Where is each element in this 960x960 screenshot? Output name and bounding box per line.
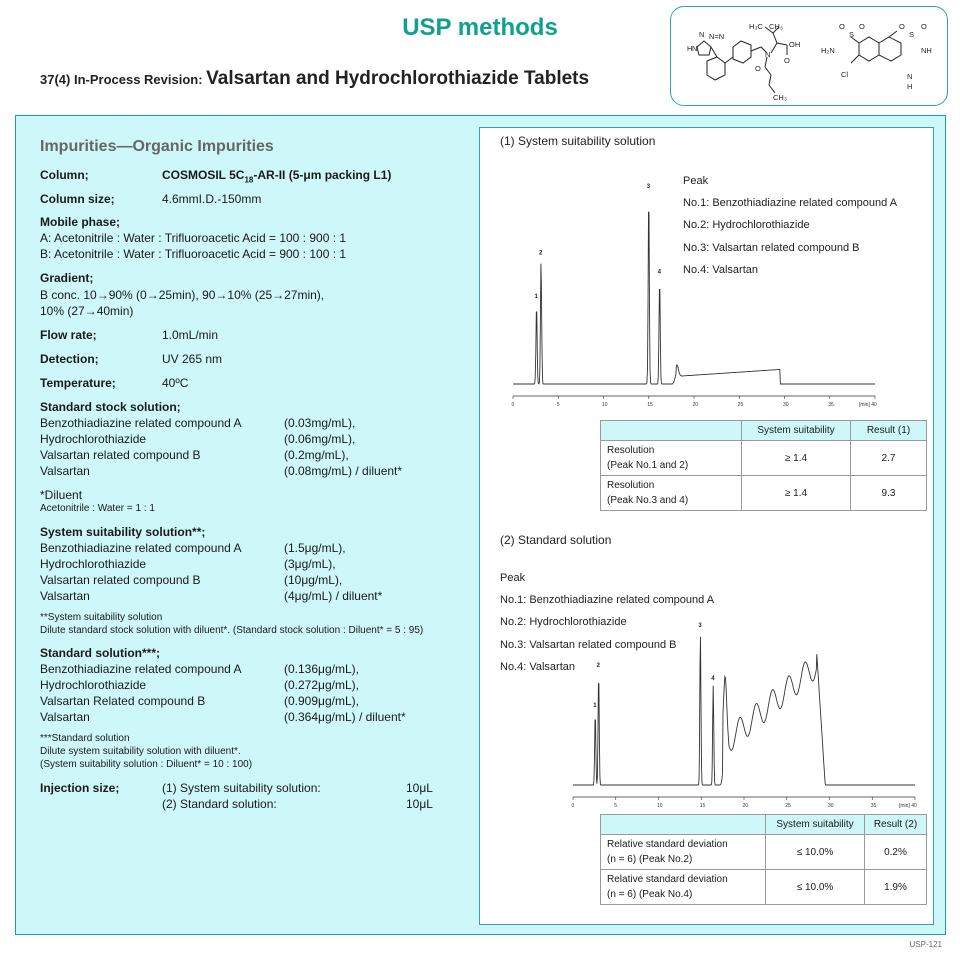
ss-name: Benzothiadiazine related compound A — [40, 541, 242, 555]
page-code: USP-121 — [909, 940, 942, 949]
std-conc: (0.364μg/mL) / diluent* — [284, 710, 406, 724]
struct-label: CH₃ — [773, 93, 787, 102]
row-result: 2.7 — [851, 441, 927, 476]
struct-label: S — [849, 30, 855, 39]
stock-conc: (0.06mg/mL), — [284, 432, 356, 446]
gradient-line: B conc. 10→90% (0→25min), 90→10% (25→27min), — [40, 288, 325, 302]
ss-conc: (4μg/mL) / diluent* — [284, 589, 383, 603]
table-header: Result (2) — [865, 815, 927, 835]
struct-label: H — [687, 44, 693, 53]
stock-solution-label: Standard stock solution; — [40, 400, 181, 414]
diluent-note: Acetonitrile : Water = 1 : 1 — [40, 503, 155, 514]
struct-label: O — [859, 22, 865, 31]
std-conc: (0.909μg/mL), — [284, 694, 359, 708]
std-name: Valsartan Related compound B — [40, 694, 206, 708]
struct-label: O — [899, 22, 905, 31]
x-tick-label: 0 — [511, 402, 515, 408]
tetrazole-ring — [697, 41, 711, 55]
row-criterion: ≤ 10.0% — [766, 870, 865, 905]
row-label: Relative standard deviation — [607, 839, 728, 850]
peak-number: 1 — [593, 703, 597, 709]
x-tick-label: 15 — [647, 402, 653, 408]
chemical-structures — [671, 7, 947, 105]
row-label: (Peak No.3 and 4) — [607, 495, 689, 506]
table-row — [601, 870, 927, 905]
peak-number: 2 — [596, 663, 600, 669]
x-tick-label: 20 — [742, 803, 749, 809]
subtitle-prefix: 37(4) In-Process Revision: — [40, 72, 207, 87]
x-tick-label: 30 — [828, 803, 834, 809]
chart1-title: (1) System suitability solution — [500, 134, 656, 148]
ss-note: Dilute standard stock solution with diluent*. (Standard stock solution : Diluent* = 5 : 95) — [40, 625, 424, 636]
injection-name: (2) Standard solution: — [162, 797, 277, 811]
peak-number: 3 — [646, 184, 651, 190]
ss-note: **System suitability solution — [40, 612, 163, 623]
struct-label: O — [921, 22, 927, 31]
flow-rate-value: 1.0mL/min — [162, 328, 219, 342]
peak-label: No.2: Hydrochlorothiazide — [500, 616, 627, 628]
std-note: (System suitability solution : Diluent* = 10 : 100) — [40, 759, 253, 770]
x-tick-label: 5 — [614, 803, 618, 809]
struct-label: N=N — [709, 32, 725, 41]
ss-name: Hydrochlorothiazide — [40, 557, 147, 571]
row-label: Resolution — [607, 480, 655, 491]
struct-label: N — [907, 72, 913, 81]
x-tick-label: 20 — [692, 402, 699, 408]
table-header: Result (1) — [851, 421, 927, 441]
peak-number: 4 — [657, 269, 661, 276]
column-value — [162, 168, 391, 184]
table-header — [601, 815, 766, 835]
chromatogram-2 — [565, 623, 923, 809]
x-tick-label: 10 — [602, 402, 608, 408]
std-conc: (0.272μg/mL), — [284, 678, 359, 692]
result-table-2 — [600, 814, 927, 905]
chromatogram-1 — [505, 184, 890, 408]
gradient-label: Gradient; — [40, 271, 94, 285]
column-size-label: Column size; — [40, 192, 115, 206]
stock-name: Valsartan — [40, 464, 90, 478]
x-tick-label: [min] 40 — [859, 402, 877, 408]
x-tick-label: 5 — [556, 402, 560, 408]
peak-number: 4 — [711, 675, 715, 682]
row-label: (Peak No.1 and 2) — [607, 460, 689, 471]
struct-label: H — [907, 82, 913, 91]
row-label: (n = 6) (Peak No.4) — [607, 889, 693, 900]
stock-name: Benzothiadiazine related compound A — [40, 416, 242, 430]
struct-label: H₃C — [749, 22, 763, 31]
section-title: Impurities—Organic Impurities — [40, 138, 274, 155]
column-label: Column; — [40, 168, 89, 182]
ss-conc: (1.5μg/mL), — [284, 541, 346, 555]
detection-label: Detection; — [40, 352, 99, 366]
page-subtitle — [40, 68, 589, 90]
x-tick-label: 25 — [737, 402, 744, 408]
row-result: 9.3 — [851, 476, 927, 511]
chart2-title: (2) Standard solution — [500, 533, 612, 547]
chromatogram-trace — [573, 637, 915, 785]
ss-solution-label: System suitability solution**; — [40, 525, 206, 539]
table-row — [601, 441, 927, 476]
x-tick-label: 15 — [699, 803, 706, 809]
table-header — [601, 421, 742, 441]
peak-label: No.3: Valsartan related compound B — [683, 242, 860, 254]
x-tick-label: 25 — [785, 803, 791, 809]
std-name: Benzothiadiazine related compound A — [40, 662, 242, 676]
peak-label: No.1: Benzothiadiazine related compound A — [500, 594, 715, 606]
struct-label: O — [755, 64, 761, 73]
peak-label: No.4: Valsartan — [500, 661, 576, 673]
std-solution-label: Standard solution***; — [40, 646, 161, 660]
stock-conc: (0.03mg/mL), — [284, 416, 356, 430]
temperature-label: Temperature; — [40, 376, 116, 390]
stock-name: Hydrochlorothiazide — [40, 432, 147, 446]
row-label: (n = 6) (Peak No.2) — [607, 854, 693, 865]
table-row — [601, 476, 927, 511]
flow-rate-label: Flow rate; — [40, 328, 97, 342]
chemical-structures-box — [670, 6, 948, 106]
struct-label: H₂N — [821, 46, 835, 55]
column-value-pre: COSMOSIL 5C — [162, 168, 245, 182]
gradient-line: 10% (27→40min) — [40, 304, 134, 318]
row-label: Resolution — [607, 445, 655, 456]
struct-label: S — [909, 30, 915, 39]
row-result: 0.2% — [865, 835, 927, 870]
biphenyl-ring-1 — [707, 57, 725, 80]
peak-number: 3 — [698, 623, 702, 629]
injection-label: Injection size; — [40, 781, 120, 795]
injection-vol: 10μL — [406, 781, 433, 795]
std-note: ***Standard solution — [40, 733, 130, 744]
row-result: 1.9% — [865, 870, 927, 905]
ss-conc: (10μg/mL), — [284, 573, 343, 587]
mobile-phase-b: B: Acetonitrile : Water : Trifluoroacetic Acid = 900 : 100 : 1 — [40, 247, 347, 261]
stock-name: Valsartan related compound B — [40, 448, 201, 462]
struct-label: N — [692, 44, 698, 53]
peak-label: No.1: Benzothiadiazine related compound A — [683, 197, 898, 209]
peak-label: No.4: Valsartan — [683, 264, 759, 276]
peak-number: 2 — [539, 250, 543, 257]
table-row — [601, 835, 927, 870]
struct-label: Cl — [841, 70, 849, 79]
column-value-sub: 18 — [244, 175, 254, 185]
x-tick-label: 0 — [571, 803, 575, 809]
struct-label: O — [839, 22, 845, 31]
diluent-note: *Diluent — [40, 488, 83, 502]
std-name: Valsartan — [40, 710, 90, 724]
struct-label: NH — [921, 46, 932, 55]
row-criterion: ≥ 1.4 — [742, 441, 851, 476]
x-tick-label: [min] 40 — [899, 803, 917, 809]
ss-name: Valsartan — [40, 589, 90, 603]
struct-label: N — [765, 50, 771, 59]
x-tick-label: 35 — [870, 803, 877, 809]
hctz-ring-1 — [859, 37, 879, 61]
stock-conc: (0.2mg/mL), — [284, 448, 349, 462]
row-criterion: ≥ 1.4 — [742, 476, 851, 511]
peak-label: No.2: Hydrochlorothiazide — [683, 219, 810, 231]
subtitle-main: Valsartan and Hydrochlorothiazide Tablets — [206, 68, 590, 89]
page-title: USP methods — [402, 14, 558, 41]
column-size-value: 4.6mmI.D.-150mm — [162, 192, 262, 206]
hctz-ring-2 — [879, 37, 901, 61]
row-label: Relative standard deviation — [607, 874, 728, 885]
peak-heading: Peak — [500, 572, 526, 584]
result-table-1 — [600, 420, 927, 511]
injection-name: (1) System suitability solution: — [162, 781, 321, 795]
detection-value: UV 265 nm — [162, 352, 223, 366]
peak-label: No.3: Valsartan related compound B — [500, 639, 677, 651]
ss-conc: (3μg/mL), — [284, 557, 336, 571]
temperature-value: 40ºC — [162, 376, 189, 390]
std-name: Hydrochlorothiazide — [40, 678, 147, 692]
x-tick-label: 30 — [783, 402, 789, 408]
std-note: Dilute system suitability solution with diluent*. — [40, 746, 241, 757]
mobile-phase-label: Mobile phase; — [40, 215, 121, 229]
table-header: System suitability — [742, 421, 851, 441]
row-criterion: ≤ 10.0% — [766, 835, 865, 870]
struct-label: N — [699, 30, 705, 39]
struct-label: CH₃ — [769, 22, 783, 31]
peak-number: 1 — [534, 294, 538, 301]
injection-vol: 10μL — [406, 797, 433, 811]
peak-heading: Peak — [683, 175, 709, 187]
table-header: System suitability — [766, 815, 865, 835]
x-tick-label: 10 — [657, 803, 663, 809]
column-value-post: -AR-II (5-μm packing L1) — [253, 168, 392, 182]
biphenyl-ring-2 — [733, 41, 751, 63]
stock-conc: (0.08mg/mL) / diluent* — [284, 464, 403, 478]
ss-name: Valsartan related compound B — [40, 573, 201, 587]
struct-label: O — [784, 56, 790, 65]
struct-label: OH — [789, 40, 801, 49]
std-conc: (0.136μg/mL), — [284, 662, 359, 676]
x-tick-label: 35 — [828, 402, 834, 408]
mobile-phase-a: A: Acetonitrile : Water : Trifluoroacetic Acid = 100 : 900 : 1 — [40, 231, 347, 245]
chromatogram-trace — [513, 212, 875, 384]
